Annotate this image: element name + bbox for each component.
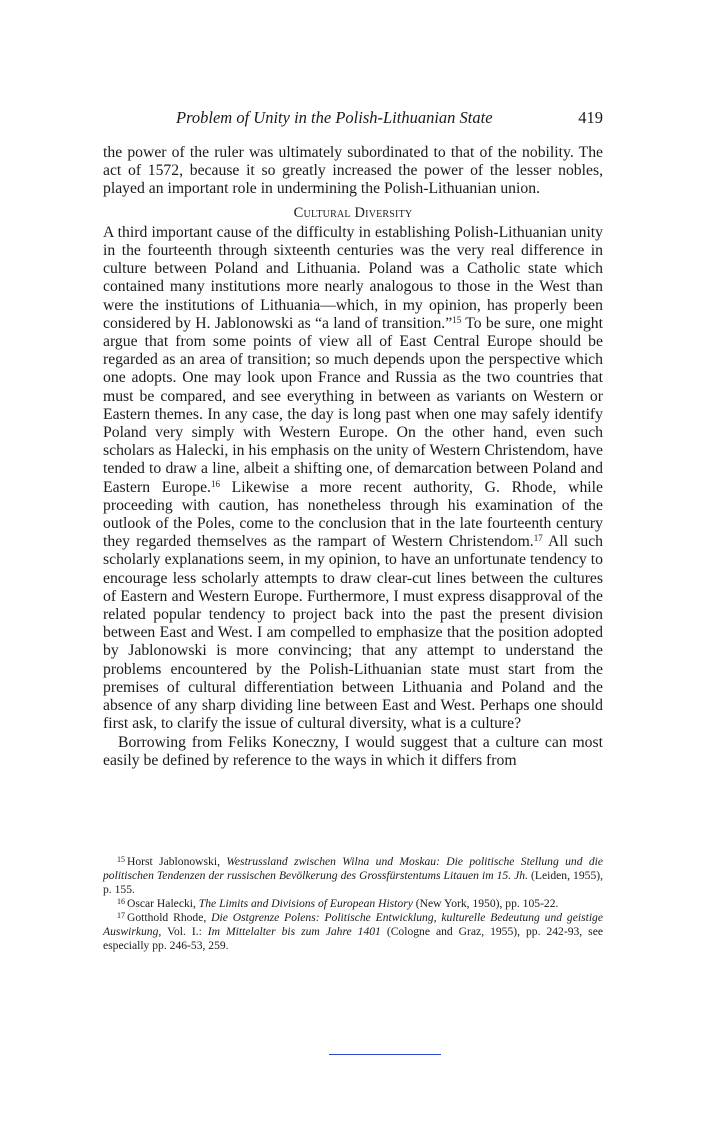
paragraph-text: To be sure, one might argue that from some points of view all of East Central Europe should be regarded as an area of transition; so much depends upon the perspective which one adopts. One may look upon France and Russia as the two countries that must be compared, and see everything in between as variants on Western or Eastern themes. In any case, the day is long past when one may safely identify Poland very simply with Western Europe. On the other hand, even such scholars as Halecki, in his emphasis on the unity of Western Christendom, have tended to draw a line, albeit a shifting one, of demarcation between Poland and Eastern Europe. xyxy=(103,314,604,496)
paragraph-text: All such scholarly explanations seem, in my opinion, to have an unfortunate tendency to encourage less scholarly attempts to draw clear-cut lines between the cultures of Eastern and Western Europe. Furthermore, I must express disapproval of the related popular tendency to project back into the past the present division between East and West. I am compelled to emphasize that the position adopted by Jablonowski is more convincing; that any attempt to understand the problems encountered by the Polish-Lithuanian state must start from the premises of cultural differentiation between Lithuania and Poland and the absence of any sharp dividing line between East and West. Perhaps one should first ask, to clarify the issue of cultural diversity, what is a culture? xyxy=(103,533,603,733)
footnote-17 xyxy=(103,911,603,953)
footnote-number: 15 xyxy=(117,855,125,864)
footnote-title: Die Ostgrenze Polens: Politische Entwicklung, kulturelle Bedeutung und geistige Auswirkung, xyxy=(103,911,603,938)
footnotes xyxy=(103,855,603,953)
section-heading: Cultural Diversity xyxy=(293,204,413,221)
footnote-number: 16 xyxy=(117,897,125,906)
footnote-ref-16[interactable]: 16 xyxy=(210,478,220,489)
footnote-title: Im Mittelalter bis zum Jahre 1401 xyxy=(207,925,381,938)
footnote-text: Horst Jablonowski, xyxy=(127,855,227,868)
page-number: 419 xyxy=(578,108,603,127)
paragraph-continued: the power of the ruler was ultimately subordinated to that of the nobility. The act of 1572, because it so greatly increased the power of the lesser nobles, played an important role in undermining the Polish-Lithuanian union. xyxy=(103,144,603,198)
footnote-ref-17[interactable]: 17 xyxy=(533,533,543,544)
footnote-15 xyxy=(103,855,603,897)
running-head: Problem of Unity in the Polish-Lithuanian State xyxy=(176,108,493,127)
paragraph-cultural-diversity xyxy=(103,224,603,734)
page-divider-line xyxy=(329,1054,441,1055)
footnote-title: Westrussland zwischen Wilna und Moskau: Die politische Stellung und die politischen Tendenzen der russischen Bevölkerung des Grossfürstentums Litauen im 15. Jh. xyxy=(103,855,603,882)
footnote-text: (New York, 1950), pp. 105-22. xyxy=(412,897,559,910)
page-header xyxy=(103,108,603,130)
paragraph-text: Likewise a more recent authority, G. Rhode, while proceeding with caution, has nonetheless through his examination of the outlook of the Poles, come to the conclusion that in the late fourteenth century they regarded themselves as the rampart of Western Christendom. xyxy=(103,478,603,551)
footnote-text: (Leiden, 1955), p. 155. xyxy=(103,869,603,896)
footnote-number: 17 xyxy=(117,911,125,920)
paragraph-koneczny: Borrowing from Feliks Koneczny, I would suggest that a culture can most easily be defined by reference to the ways in which it differs from xyxy=(103,733,603,769)
footnote-text: Vol. I.: xyxy=(161,925,208,938)
footnote-text: Gotthold Rhode, xyxy=(127,911,212,924)
footnote-text: Oscar Halecki, xyxy=(127,897,199,910)
footnote-title: The Limits and Divisions of European History xyxy=(198,897,413,910)
footnote-16 xyxy=(103,897,603,911)
footnote-ref-15[interactable]: 15 xyxy=(452,314,462,325)
footnote-text: (Cologne and Graz, 1955), pp. 242-93, see especially pp. 246-53, 259. xyxy=(103,925,603,952)
paragraph-text: A third important cause of the difficulty in establishing Polish-Lithuanian unity in the fourteenth through sixteenth centuries was the very real difference in culture between Poland and Lithuania. Poland was a Catholic state which contained many institutions more nearly analogous to those in the West than were the institutions of Lithuania—which, in my opinion, has properly been considered by H. Jablonowski as “a land of transition.” xyxy=(103,223,603,332)
body-text xyxy=(103,144,603,770)
